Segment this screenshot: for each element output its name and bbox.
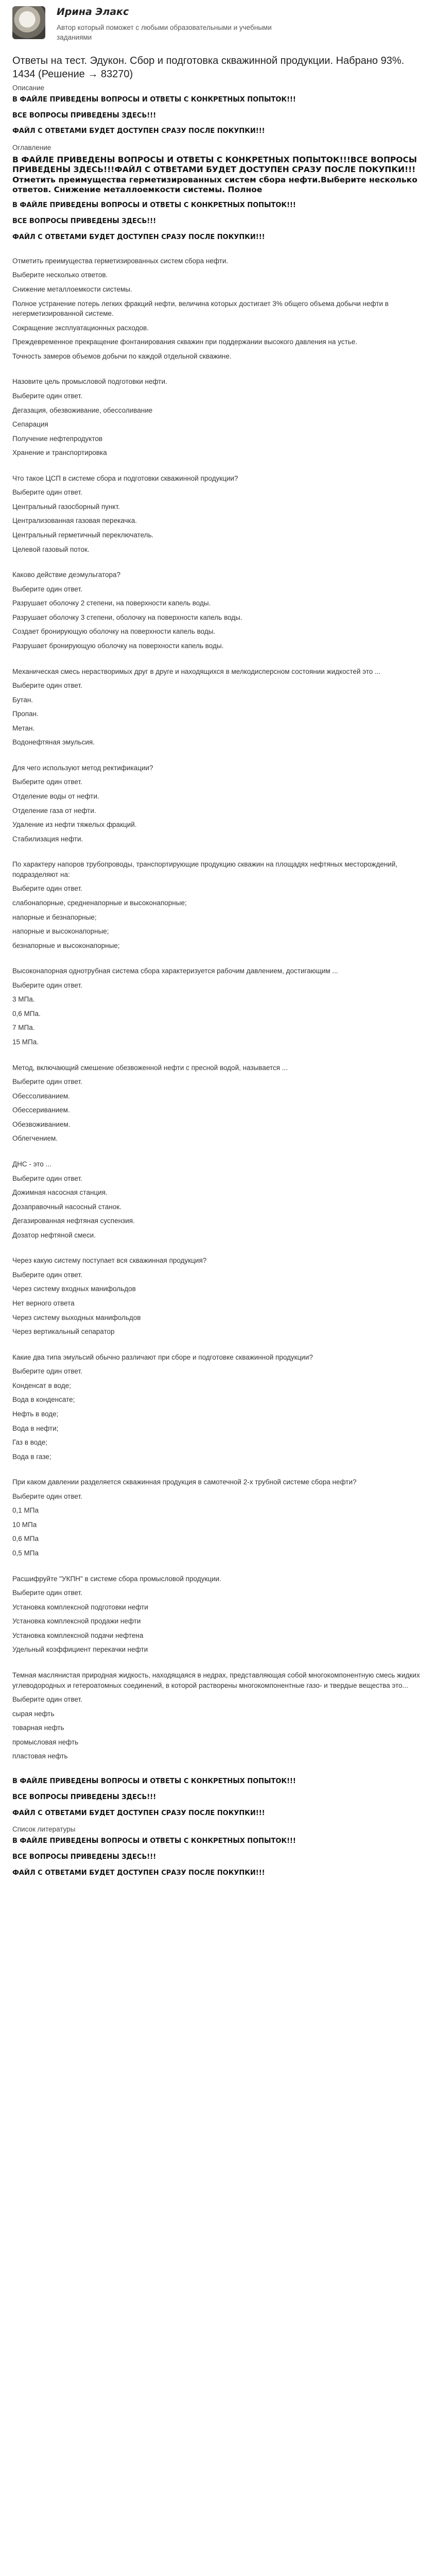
question-text: Расшифруйте "УКПН" в системе сбора промысловой продукции. (12, 1574, 221, 1583)
answer-option: Водонефтяная эмульсия. (12, 738, 95, 747)
question-block (12, 1352, 424, 1462)
page-title: Ответы на тест. Эдукон. Сбор и подготовка скважинной продукции. Набрано 93%. 1434 (Решение → 83270) (12, 55, 405, 80)
question-text: Темная маслянистая природная жидкость, находящаяся в недрах, представляющая собой многокомпонентную смесь жидких углеводородных и гетероатомных соединений, в которой растворены многокомпонентные газо- и твердые вещества это... (12, 1671, 420, 1689)
question-block (12, 570, 424, 651)
question-block (12, 763, 424, 844)
answer-option: Дегазация, обезвоживание, обессоливание (12, 406, 153, 414)
answer-option: промысловая нефть (12, 1738, 79, 1746)
answer-option: Дозаправочный насосный станок. (12, 1202, 121, 1211)
answer-option: Отделение газа от нефти. (12, 806, 96, 815)
literature-promo-line-1: В ФАЙЛЕ ПРИВЕДЕНЫ ВОПРОСЫ И ОТВЕТЫ С КОНКРЕТНЫХ ПОПЫТОК!!! (12, 1837, 296, 1845)
author-name[interactable]: Ирина Элакс (57, 6, 129, 18)
answer-option: Метан. (12, 724, 35, 732)
answer-option: Выберите один ответ. (12, 392, 82, 400)
description-promo-line-2: ВСЕ ВОПРОСЫ ПРИВЕДЕНЫ ЗДЕСЬ!!! (12, 111, 156, 120)
answer-list (12, 1694, 424, 1761)
question-block (12, 1256, 424, 1336)
answer-option: Через систему входных манифольдов (12, 1285, 136, 1293)
questions-list (12, 256, 424, 1761)
answer-option: Выберите один ответ. (12, 981, 82, 989)
question-text: Через какую систему поступает вся скважинная продукция? (12, 1257, 207, 1265)
toc-label: Оглавление (12, 144, 51, 152)
question-text: Высоконапорная однотрубная система сбора характеризуется рабочим давлением, достигающим ... (12, 967, 338, 975)
answer-option: Дозатор нефтяной смеси. (12, 1231, 96, 1239)
literature-label: Список литературы (12, 1825, 76, 1834)
question-text: Для чего используют метод ректификации? (12, 764, 153, 772)
answer-option: Выберите несколько ответов. (12, 271, 108, 279)
answer-option: Полное устранение потерь легких фракций нефти, величина которых достигает 3% общего объема добычи нефти в негерметизированной системе. (12, 299, 389, 318)
toc-promo-line-1: В ФАЙЛЕ ПРИВЕДЕНЫ ВОПРОСЫ И ОТВЕТЫ С КОНКРЕТНЫХ ПОПЫТОК!!! (12, 201, 296, 210)
answer-option: Установка комплексной подачи нефтена (12, 1631, 144, 1639)
answer-option: Конденсат в воде; (12, 1381, 71, 1389)
answer-option: Выберите один ответ. (12, 488, 82, 497)
literature-promo-line-3: ФАЙЛ С ОТВЕТАМИ БУДЕТ ДОСТУПЕН СРАЗУ ПОСЛЕ ПОКУПКИ!!! (12, 1869, 265, 1877)
answer-option: Выберите один ответ. (12, 1270, 82, 1279)
question-text: При каком давлении разделяется скважинная продукция в самотечной 2-х трубной системе сбора нефти? (12, 1478, 357, 1486)
bottom-promo-line-2: ВСЕ ВОПРОСЫ ПРИВЕДЕНЫ ЗДЕСЬ!!! (12, 1793, 156, 1801)
question-block (12, 859, 424, 951)
answer-option: Точность замеров объемов добычи по каждой отдельной скважине. (12, 352, 232, 360)
answer-option: Получение нефтепродуктов (12, 434, 103, 443)
answer-option: Централизованная газовая перекачка. (12, 517, 137, 525)
answer-list (12, 391, 424, 458)
answer-option: Выберите один ответ. (12, 1492, 82, 1500)
answer-option: Выберите один ответ. (12, 1367, 82, 1376)
answer-option: слабонапорные, средненапорные и высоконапорные; (12, 899, 187, 907)
answer-option: Обессоливанием. (12, 1092, 70, 1100)
answer-list (12, 487, 424, 554)
question-block (12, 667, 424, 748)
answer-option: Нефть в воде; (12, 1410, 59, 1418)
answer-option: Сепарация (12, 420, 48, 429)
answer-option: сырая нефть (12, 1709, 55, 1718)
answer-option: 10 МПа (12, 1520, 37, 1529)
answer-option: Выберите один ответ. (12, 1078, 82, 1086)
answer-option: Разрушает оболочку 3 степени, оболочку на поверхности капель воды. (12, 613, 242, 621)
answer-list (12, 270, 424, 361)
answer-option: Сокращение эксплуатационных расходов. (12, 324, 149, 332)
answer-option: Выберите один ответ. (12, 1696, 82, 1704)
answer-option: 7 МПа. (12, 1024, 35, 1032)
answer-option: Установка комплексной подготовки нефти (12, 1603, 148, 1611)
author-avatar[interactable] (12, 6, 45, 39)
answer-option: 0,6 МПа (12, 1535, 39, 1543)
question-text: Назовите цель промысловой подготовки нефти. (12, 378, 167, 386)
question-text: Механическая смесь нерастворимых друг в друге и находящихся в мелкодисперсном состоянии жидкостей это ... (12, 667, 381, 675)
toc-promo-line-3: ФАЙЛ С ОТВЕТАМИ БУДЕТ ДОСТУПЕН СРАЗУ ПОСЛЕ ПОКУПКИ!!! (12, 233, 265, 242)
answer-option: Создает бронирующую оболочку на поверхности капель воды. (12, 628, 216, 636)
answer-list (12, 1174, 424, 1241)
answer-option: Облегчением. (12, 1134, 58, 1143)
question-block (12, 1477, 424, 1558)
answer-option: напорные и высоконапорные; (12, 927, 109, 936)
answer-option: Отделение воды от нефти. (12, 792, 99, 800)
question-text: Отметить преимущества герметизированных систем сбора нефти. (12, 257, 229, 265)
question-text: По характеру напоров трубопроводы, транспортирующие продукцию скважин на площадях нефтяных месторождений, подразделяют на: (12, 860, 397, 878)
author-header (12, 4, 424, 55)
answer-option: Вода в конденсате; (12, 1396, 75, 1404)
bottom-section (12, 1777, 424, 1878)
question-text: ДНС - это ... (12, 1160, 51, 1168)
bottom-promo-line-1: В ФАЙЛЕ ПРИВЕДЕНЫ ВОПРОСЫ И ОТВЕТЫ С КОНКРЕТНЫХ ПОПЫТОК!!! (12, 1777, 296, 1785)
answer-option: товарная нефть (12, 1724, 64, 1732)
answer-option: Нет верного ответа (12, 1299, 75, 1307)
answer-list (12, 1270, 424, 1337)
answer-list (12, 1366, 424, 1462)
description-promo-line-3: ФАЙЛ С ОТВЕТАМИ БУДЕТ ДОСТУПЕН СРАЗУ ПОСЛЕ ПОКУПКИ!!! (12, 127, 265, 135)
answer-option: Стабилизация нефти. (12, 835, 83, 843)
literature-promo-line-2: ВСЕ ВОПРОСЫ ПРИВЕДЕНЫ ЗДЕСЬ!!! (12, 1853, 156, 1861)
answer-list (12, 777, 424, 844)
answer-option: напорные и безнапорные; (12, 913, 97, 921)
answer-option: Удельный коэффициент перекачки нефти (12, 1646, 148, 1654)
answer-option: Бутан. (12, 696, 33, 704)
answer-option: Установка комплексной продажи нефти (12, 1617, 141, 1625)
question-block (12, 1670, 424, 1761)
answer-option: Центральный герметичный переключатель. (12, 531, 154, 539)
answer-option: Обезвоживанием. (12, 1120, 71, 1128)
question-block (12, 1574, 424, 1655)
answer-option: Вода в нефти; (12, 1424, 59, 1432)
answer-list (12, 681, 424, 748)
answer-option: 0,6 МПа. (12, 1009, 41, 1018)
question-block (12, 256, 424, 362)
answer-option: Удаление из нефти тяжелых фракций. (12, 821, 137, 829)
answer-option: Снижение металлоемкости системы. (12, 285, 132, 293)
answer-option: пластовая нефть (12, 1752, 68, 1760)
answer-option: 3 МПа. (12, 995, 35, 1004)
answer-option: Преждевременное прекращение фонтанирования скважин при поддержании высокого давления на устье. (12, 338, 357, 346)
answer-option: Выберите один ответ. (12, 1589, 82, 1597)
answer-option: Выберите один ответ. (12, 885, 82, 893)
answer-list (12, 1077, 424, 1144)
bottom-promo-line-3: ФАЙЛ С ОТВЕТАМИ БУДЕТ ДОСТУПЕН СРАЗУ ПОСЛЕ ПОКУПКИ!!! (12, 1809, 265, 1817)
answer-list (12, 1588, 424, 1655)
answer-option: безнапорные и высоконапорные; (12, 941, 120, 950)
question-text: Каково действие деэмульгатора? (12, 571, 121, 579)
question-block (12, 966, 424, 1047)
answer-option: Целевой газовый поток. (12, 545, 90, 553)
question-block (12, 473, 424, 554)
description-label: Описание (12, 84, 45, 92)
answer-option: Выберите один ответ. (12, 682, 82, 690)
question-text: Какие два типа эмульсий обычно различают при сборе и подготовке скважинной продукции? (12, 1353, 313, 1361)
answer-option: Обессериванием. (12, 1106, 70, 1114)
author-info (57, 4, 273, 43)
answer-option: Пропан. (12, 710, 39, 718)
answer-option: Через систему выходных манифольдов (12, 1313, 141, 1321)
answer-option: 0,5 МПа (12, 1549, 39, 1557)
answer-option: 15 МПа. (12, 1038, 39, 1046)
answer-list (12, 584, 424, 651)
question-text: Метод, включающий смешение обезвоженной нефти с пресной водой, называется ... (12, 1063, 288, 1072)
answer-option: Через вертикальный сепаратор (12, 1328, 115, 1336)
answer-option: Газ в воде; (12, 1438, 48, 1447)
answer-option: Вода в газе; (12, 1452, 51, 1461)
answer-option: Выберите один ответ. (12, 585, 82, 593)
answer-option: Дегазированная нефтяная суспензия. (12, 1217, 135, 1225)
answer-option: Центральный газосборный пункт. (12, 502, 120, 511)
answer-option: Хранение и транспортировка (12, 449, 107, 457)
answer-option: Выберите один ответ. (12, 1174, 82, 1182)
answer-option: Выберите один ответ. (12, 778, 82, 786)
answer-list (12, 884, 424, 951)
answer-option: Разрушает бронирующую оболочку на поверхности капель воды. (12, 641, 224, 650)
answer-list (12, 980, 424, 1047)
answer-option: Разрушает оболочку 2 степени, на поверхности капель воды. (12, 599, 211, 607)
answer-option: Дожимная насосная станция. (12, 1189, 108, 1197)
question-block (12, 377, 424, 457)
question-block (12, 1159, 424, 1240)
author-description: Автор который поможет с любыми образовательными и учебными заданиями (57, 23, 272, 42)
toc-promo-line-2: ВСЕ ВОПРОСЫ ПРИВЕДЕНЫ ЗДЕСЬ!!! (12, 217, 156, 226)
answer-option: 0,1 МПа (12, 1506, 39, 1515)
question-block (12, 1063, 424, 1144)
description-promo-line-1: В ФАЙЛЕ ПРИВЕДЕНЫ ВОПРОСЫ И ОТВЕТЫ С КОНКРЕТНЫХ ПОПЫТОК!!! (12, 95, 296, 104)
question-text: Что такое ЦСП в системе сбора и подготовки скважинной продукции? (12, 474, 238, 482)
answer-list (12, 1492, 424, 1558)
toc-summary: В ФАЙЛЕ ПРИВЕДЕНЫ ВОПРОСЫ И ОТВЕТЫ С КОНКРЕТНЫХ ПОПЫТОК!!!ВСЕ ВОПРОСЫ ПРИВЕДЕНЫ ЗДЕСЬ!!!ФАЙЛ С ОТВЕТАМИ БУДЕТ ДОСТУПЕН СРАЗУ ПОСЛЕ ПОКУПКИ!!!Отметить преимущества герметизированных систем сбора нефти.Выберите несколько ответов. Снижение металлоемкости системы. Полное (12, 155, 417, 194)
